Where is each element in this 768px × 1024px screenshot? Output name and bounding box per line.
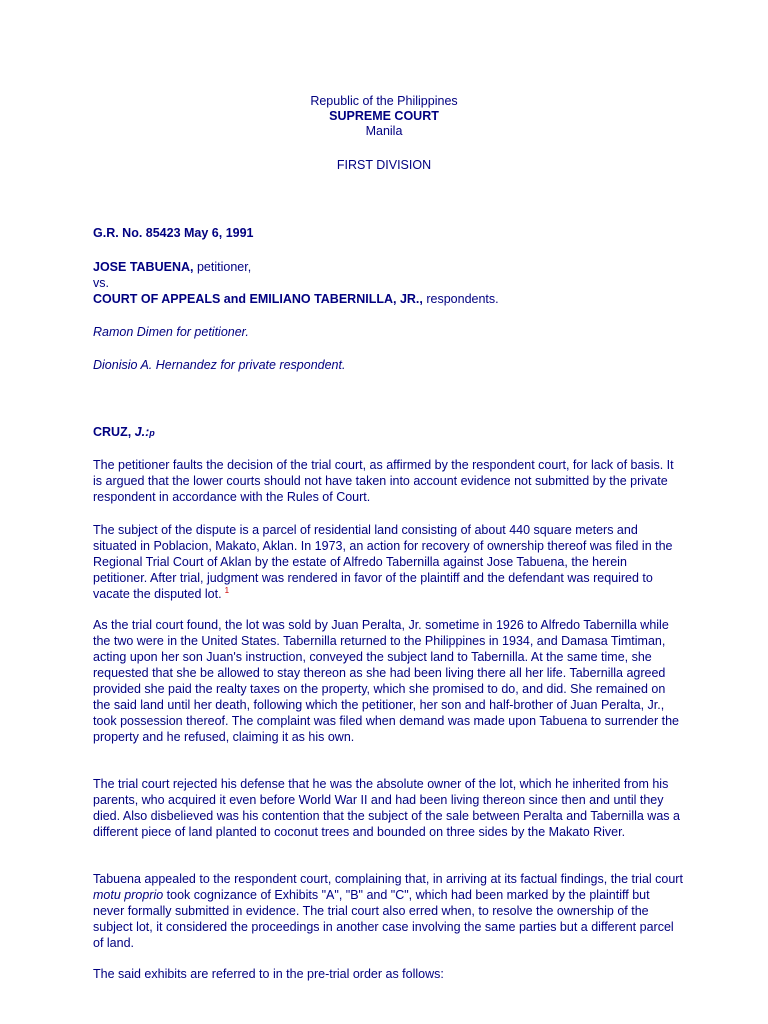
petitioner-name: JOSE TABUENA,	[93, 260, 194, 274]
case-parties	[93, 259, 683, 307]
motu-proprio: motu proprio	[93, 888, 164, 902]
ponente	[93, 424, 683, 441]
case-number: G.R. No. 85423 May 6, 1991	[93, 226, 254, 240]
footnote-link[interactable]: 1	[224, 585, 230, 595]
republic-line: Republic of the Philippines	[310, 94, 458, 108]
paragraph-1: The petitioner faults the decision of the trial court, as affirmed by the respondent court, for lack of basis. It is argued that the lower courts should not have taken into account evidence not submitted by the private respondent in accordance with the Rules of Court.	[93, 458, 674, 504]
versus: vs.	[93, 276, 109, 290]
counsel-respondent: Dionisio A. Hernandez for private respondent.	[93, 358, 346, 372]
respondent-role: respondents.	[422, 292, 499, 306]
petitioner-role: petitioner,	[193, 260, 252, 274]
paragraph-4: The trial court rejected his defense that he was the absolute owner of the lot, which he inherited from his parents, who acquired it even before World War II and had been living thereon since then and until they died. Also disbelieved was his contention that the subject of the sale between Peralta and Tabernilla was a different piece of land planted to coconut trees and bounded on three sides by the Makato River.	[93, 777, 680, 839]
ponente-title: J.:	[134, 425, 150, 439]
court-city: Manila	[365, 124, 403, 138]
ponente-name: CRUZ,	[93, 425, 135, 439]
paragraph-5: Tabuena appealed to the respondent court, complaining that, in arriving at its factual findings, the trial court motu proprio took cognizance of Exhibits "A", "B" and "C", which had been marked by the plaintiff but never formally submitted in evidence. The trial court also erred when, to resolve the ownership of the subject lot, it considered the proceedings in another case involving the same parties but a different parcel of land.	[93, 872, 683, 950]
court-header	[0, 94, 768, 139]
paragraph-3: As the trial court found, the lot was sold by Juan Peralta, Jr. sometime in 1926 to Alfredo Tabernilla while the two were in the United States. Tabernilla returned to the Philippines in 1934, and Damasa Timtiman, acting upon her son Juan's instruction, conveyed the subject land to Tabernilla. At the same time, she requested that she be allowed to stay thereon as she had been living there all her life. Tabernilla agreed provided she paid the realty taxes on the property, which she promised to do, and did. She remained on the said land until her death, following which the petitioner, her son and half-brother of Juan Peralta, Jr., took possession thereof. The complaint was filed when demand was made upon Tabuena to surrender the property and he refused, claiming it as his own.	[93, 618, 680, 744]
paragraph-2: The subject of the dispute is a parcel of residential land consisting of about 440 square meters and situated in Poblacion, Makato, Aklan. In 1973, an action for recovery of ownership thereof was filed in the Regional Trial Court of Aklan by the estate of Alfredo Tabernilla against Jose Tabuena, the herein petitioner. After trial, judgment was rendered in favor of the plaintiff and the defendant was required to vacate the disputed lot. $^1$	[93, 523, 673, 601]
division-title: FIRST DIVISION	[336, 158, 432, 172]
paragraph-6: The said exhibits are referred to in the pre-trial order as follows:	[93, 967, 444, 981]
respondent-names: COURT OF APPEALS and EMILIANO TABERNILLA, JR.,	[93, 292, 423, 306]
ponente-mark: p	[149, 428, 155, 438]
court-name: SUPREME COURT	[329, 109, 439, 123]
counsel-petitioner: Ramon Dimen for petitioner.	[93, 325, 249, 339]
